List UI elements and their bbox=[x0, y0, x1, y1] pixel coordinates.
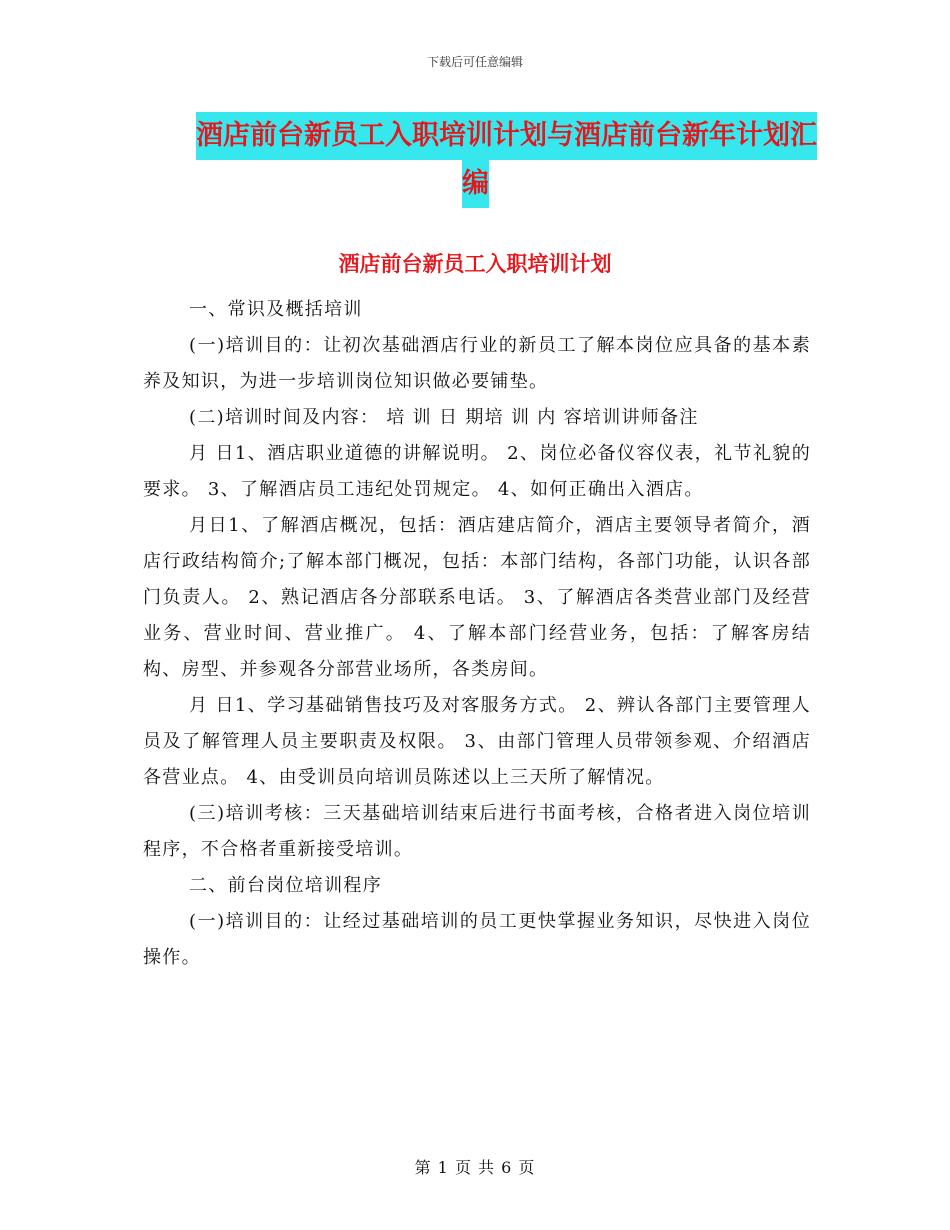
paragraph: (一)培训目的：让初次基础酒店行业的新员工了解本岗位应具备的基本素养及知识，为进一步培训岗位知识做必要铺垫。 bbox=[143, 335, 811, 392]
paragraph-heading-1: 一、常识及概括培训 bbox=[189, 299, 363, 320]
document-title-line-2: 编 bbox=[462, 160, 489, 208]
paragraph: (一)培训目的：让经过基础培训的员工更快掌握业务知识，尽快进入岗位操作。 bbox=[143, 911, 811, 968]
header-note: 下载后可任意编辑 bbox=[426, 55, 523, 69]
paragraph-heading-2: 二、前台岗位培训程序 bbox=[189, 875, 382, 896]
page-number: 第 1 页 共 6 页 bbox=[414, 1158, 536, 1177]
document-title-line-1: 酒店前台新员工入职培训计划与酒店前台新年计划汇 bbox=[196, 112, 817, 160]
paragraph: 月 日1、酒店职业道德的讲解说明。 2、岗位必备仪容仪表，礼节礼貌的要求。 3、了解酒店员工违纪处罚规定。 4、如何正确出入酒店。 bbox=[143, 443, 811, 500]
document-body bbox=[143, 292, 811, 976]
paragraph: 月 日1、学习基础销售技巧及对客服务方式。 2、辨认各部门主要管理人员及了解管理人员主要职责及权限。 3、由部门管理人员带领参观、介绍酒店各营业点。 4、由受训员向培训员陈述以上三天所了解情况。 bbox=[143, 695, 811, 788]
paragraph: 月日1、了解酒店概况，包括：酒店建店简介，酒店主要领导者简介，酒店行政结构简介;了解本部门概况，包括：本部门结构，各部门功能，认识各部门负责人。 2、熟记酒店各分部联系电话。 3、了解酒店各类营业部门及经营业务、营业时间、营业推广。 4、了解本部门经营业务，包括：了解客房结构、房型、并参观各分部营业场所，各类房间。 bbox=[143, 515, 811, 680]
section-title: 酒店前台新员工入职培训计划 bbox=[338, 252, 612, 276]
paragraph: (二)培训时间及内容： 培 训 日 期培 训 内 容培训讲师备注 bbox=[189, 407, 699, 428]
paragraph: (三)培训考核：三天基础培训结束后进行书面考核，合格者进入岗位培训程序，不合格者重新接受培训。 bbox=[143, 803, 811, 860]
